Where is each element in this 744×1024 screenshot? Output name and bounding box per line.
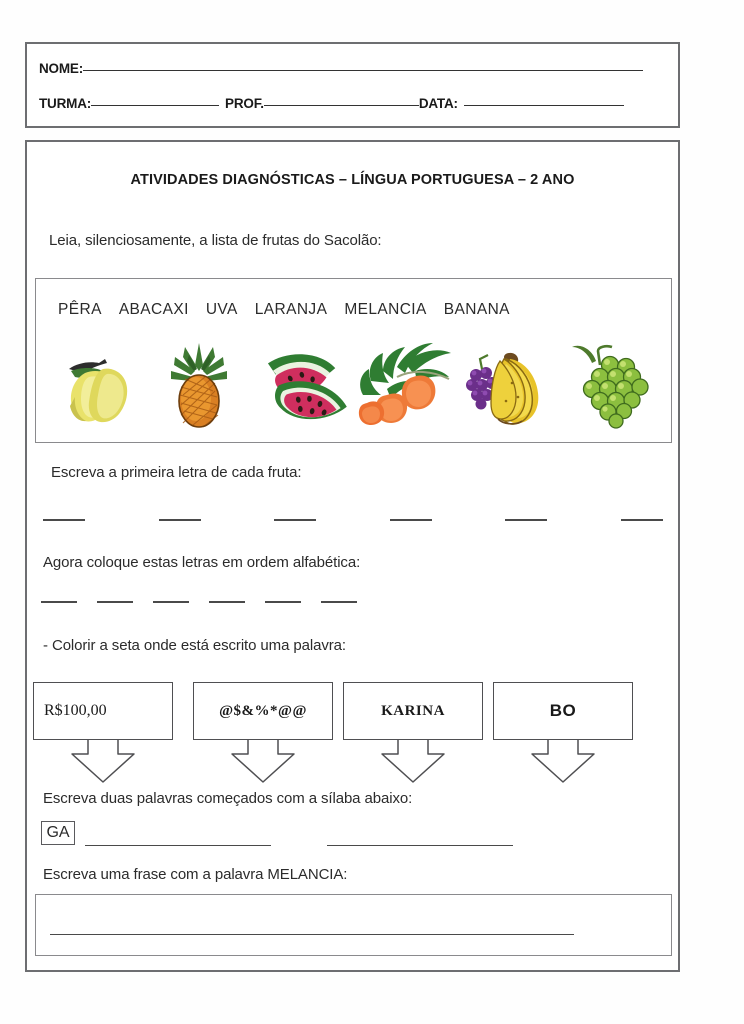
arrow-card-label: R$100,00	[44, 702, 107, 719]
read-list-prompt: Leia, silenciosamente, a lista de frutas do Sacolão:	[49, 232, 382, 249]
worksheet-title: ATIVIDADES DIAGNÓSTICAS – LÍNGUA PORTUGUESA – 2 ANO	[130, 172, 575, 188]
answer-dash[interactable]	[505, 518, 547, 521]
syllable-prompt: Escreva duas palavras começados com a sílaba abaixo:	[43, 790, 413, 807]
answer-dash[interactable]	[97, 600, 133, 603]
syllable-answer-line[interactable]	[85, 844, 271, 846]
grapes-icon	[562, 339, 658, 431]
name-row	[39, 61, 643, 76]
arrow-card-box[interactable]	[493, 682, 633, 740]
fruit-list-box	[35, 278, 672, 443]
alphabetical-order-prompt: Agora coloque estas letras em ordem alfabética:	[43, 554, 361, 571]
fruit-image-cell	[46, 331, 148, 431]
answer-dash[interactable]	[159, 518, 201, 521]
arrow-card-item[interactable]	[193, 682, 333, 740]
first-letter-prompt: Escreva a primeira letra de cada fruta:	[51, 464, 302, 481]
first-letter-answer-row	[43, 518, 663, 521]
down-arrow-icon[interactable]	[376, 738, 450, 784]
fruit-image-cell	[559, 331, 661, 431]
arrow-card-label: BO	[549, 701, 577, 720]
answer-dash[interactable]	[43, 518, 85, 521]
syllable-box	[41, 821, 75, 845]
fruit-name: UVA	[205, 301, 238, 318]
answer-dash[interactable]	[209, 600, 245, 603]
name-label: NOME:	[39, 61, 83, 76]
date-fill-line[interactable]	[464, 104, 624, 106]
fruit-image-cell	[353, 331, 457, 431]
fruit-image-row	[46, 331, 661, 431]
class-fill-line[interactable]	[91, 104, 219, 106]
orange-icon	[353, 337, 457, 431]
arrow-card-box[interactable]	[343, 682, 483, 740]
fruit-name-list	[58, 301, 527, 319]
pineapple-icon	[159, 335, 239, 431]
answer-dash[interactable]	[265, 600, 301, 603]
fruit-image-cell	[250, 331, 352, 431]
phrase-answer-line[interactable]	[50, 933, 574, 935]
answer-dash[interactable]	[41, 600, 77, 603]
teacher-label: PROF.	[225, 96, 264, 111]
answer-dash[interactable]	[321, 600, 357, 603]
arrow-card-item[interactable]	[493, 682, 633, 740]
phrase-answer-box[interactable]	[35, 894, 672, 956]
color-arrow-prompt: - Colorir a seta onde está escrito uma palavra:	[43, 637, 346, 654]
arrow-card-item[interactable]	[343, 682, 483, 740]
answer-dash[interactable]	[390, 518, 432, 521]
fruit-name: BANANA	[443, 301, 510, 318]
answer-dash[interactable]	[153, 600, 189, 603]
fruit-name: ABACAXI	[118, 301, 189, 318]
worksheet-content-frame	[25, 140, 680, 972]
down-arrow-icon[interactable]	[226, 738, 300, 784]
class-teacher-date-row	[39, 96, 624, 111]
arrow-card-item[interactable]	[33, 682, 173, 740]
class-label: TURMA:	[39, 96, 92, 111]
arrow-card-group	[27, 682, 682, 787]
phrase-prompt: Escreva uma frase com a palavra MELANCIA:	[43, 866, 348, 883]
pear-icon	[55, 339, 139, 431]
arrow-card-label: @$&%*@@	[219, 702, 307, 719]
arrow-card-box[interactable]	[193, 682, 333, 740]
fruit-name: MELANCIA	[344, 301, 427, 318]
banana-bunch	[491, 353, 538, 424]
watermelon-icon	[253, 339, 351, 431]
banana-icon	[460, 339, 556, 431]
arrow-card-label: KARINA	[381, 702, 445, 719]
fruit-name: LARANJA	[254, 301, 328, 318]
fruit-image-cell	[457, 331, 559, 431]
name-fill-line[interactable]	[83, 69, 643, 71]
alphabetical-answer-row	[41, 600, 357, 603]
down-arrow-icon[interactable]	[526, 738, 600, 784]
date-label: DATA:	[418, 96, 458, 111]
fruit-name: PÊRA	[58, 301, 102, 318]
teacher-fill-line[interactable]	[264, 104, 419, 106]
answer-dash[interactable]	[274, 518, 316, 521]
answer-dash[interactable]	[621, 518, 663, 521]
syllable-answer-line[interactable]	[327, 844, 513, 846]
fruit-image-cell	[148, 331, 250, 431]
syllable-label: GA	[46, 824, 70, 841]
arrow-card-box[interactable]	[33, 682, 173, 740]
down-arrow-icon[interactable]	[66, 738, 140, 784]
student-identification-box	[25, 42, 680, 128]
